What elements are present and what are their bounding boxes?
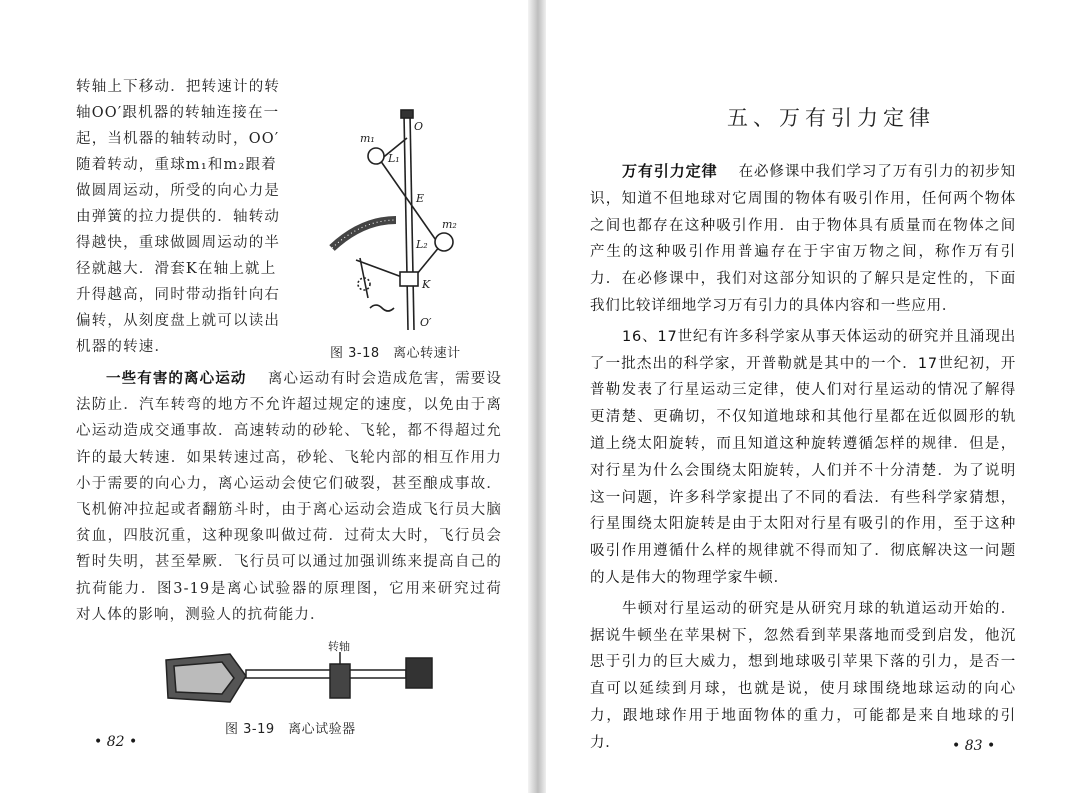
label-l1: L₁ <box>388 152 400 165</box>
label-o-prime: O′ <box>420 316 432 329</box>
label-k: K <box>422 278 431 291</box>
section-heading-harmful-centrifugal: 一些有害的离心运动 <box>106 371 247 387</box>
figure-3-18-caption: 图 3-18 离心转速计 <box>330 346 461 361</box>
centrifugal-tachometer-figure <box>312 108 472 338</box>
page-number-right: • 83 • <box>952 738 996 754</box>
section-text-harmful-centrifugal: 离心运动有时会造成危害，需要设法防止．汽车转弯的地方不允许超过规定的速度，以免由于离心运动造成交通事故．高速转动的砂轮、飞轮，都不得超过允许的最大转速．如果转速过高，砂轮、飞轮内部的相互作用力小于需要的向心力，离心运动会使它们破裂，甚至酿成事故．飞机俯冲拉起或者翻筋斗时，由于离心运动会造成飞行员大脑贫血，四肢沉重，这种现象叫做过荷．过荷太大时，飞行员会暂时失明，甚至晕厥．飞行员可以通过加强训练来提高自己的抗荷能力．图3-19是离心试验器的原理图，它用来研究过荷对人体的影响，测验人的抗荷能力． <box>76 371 502 623</box>
label-l2: L₂ <box>416 238 428 251</box>
label-rotating-axis: 转轴 <box>328 640 350 653</box>
label-e: E <box>416 192 425 205</box>
left-wrap-text: 转轴上下移动．把转速计的转轴OO′跟机器的转轴连接在一起，当机器的轴转动时，OO′随着转动，重球m₁和m₂跟着做圆周运动，所受的向心力是由弹簧的拉力提供的．轴转动得越快，重球做圆周运动的半径就越大．滑套K在轴上就上升得越高，同时带动指针向右偏转，从刻度盘上就可以读出机器的转速． <box>76 79 281 355</box>
section-heading-universal-gravitation: 万有引力定律 <box>622 162 718 180</box>
harmful-centrifugal-section <box>76 366 502 628</box>
left-page <box>0 0 528 793</box>
book-gutter <box>528 0 546 793</box>
label-m1: m₁ <box>360 132 375 145</box>
paragraph-1-text: 在必修课中我们学习了万有引力的初步知识，知道不但地球对它周围的物体有吸引作用，任何两个物体之间也都存在这种吸引作用．由于物体具有质量而在物体之间产生的这种吸引作用普遍存在于宇宙万物之间，称作万有引力．在必修课中，我们对这部分知识的了解只是定性的，下面我们比较详细地学习万有引力的具体内容和一些应用． <box>590 164 1016 314</box>
chapter-title: 五、万有引力定律 <box>727 106 935 130</box>
figure-3-19-caption: 图 3-19 离心试验器 <box>225 722 356 737</box>
label-m2: m₂ <box>442 218 457 231</box>
paragraph-2: 16、17世纪有许多科学家从事天体运动的研究并且涌现出了一批杰出的科学家，开普勒就是其中的一个．17世纪初，开普勒发表了行星运动三定律，使人们对行星运动的情况了解得更清楚、更确切，不仅知道地球和其他行星都在近似圆形的轨道上绕太阳旋转，而且知道这种旋转遵循怎样的规律．但是，对行星为什么会围绕太阳旋转，人们并不十分清楚．为了说明这一问题，许多科学家提出了不同的看法．有些科学家猜想，行星围绕太阳旋转是由于太阳对行星有吸引的作用，至于这种吸引作用遵循什么样的规律就不得而知了．彻底解决这一问题的人是伟大的物理学家牛顿． <box>590 328 1016 586</box>
page-number-left: • 82 • <box>94 734 138 750</box>
label-o: O <box>414 120 424 133</box>
centrifuge-test-device-figure <box>160 640 440 710</box>
paragraph-3: 牛顿对行星运动的研究是从研究月球的轨道运动开始的．据说牛顿坐在苹果树下，忽然看到苹果落地而受到启发，他沉思于引力的巨大威力，想到地球吸引苹果下落的引力，是否一直可以延续到月球，也就是说，使月球围绕地球运动的向心力，跟地球作用于地面物体的重力，可能都是来自地球的引力． <box>590 600 1016 751</box>
paragraph-1 <box>590 158 1016 320</box>
left-wrap-paragraph <box>76 74 292 360</box>
right-body-text <box>590 158 1016 757</box>
